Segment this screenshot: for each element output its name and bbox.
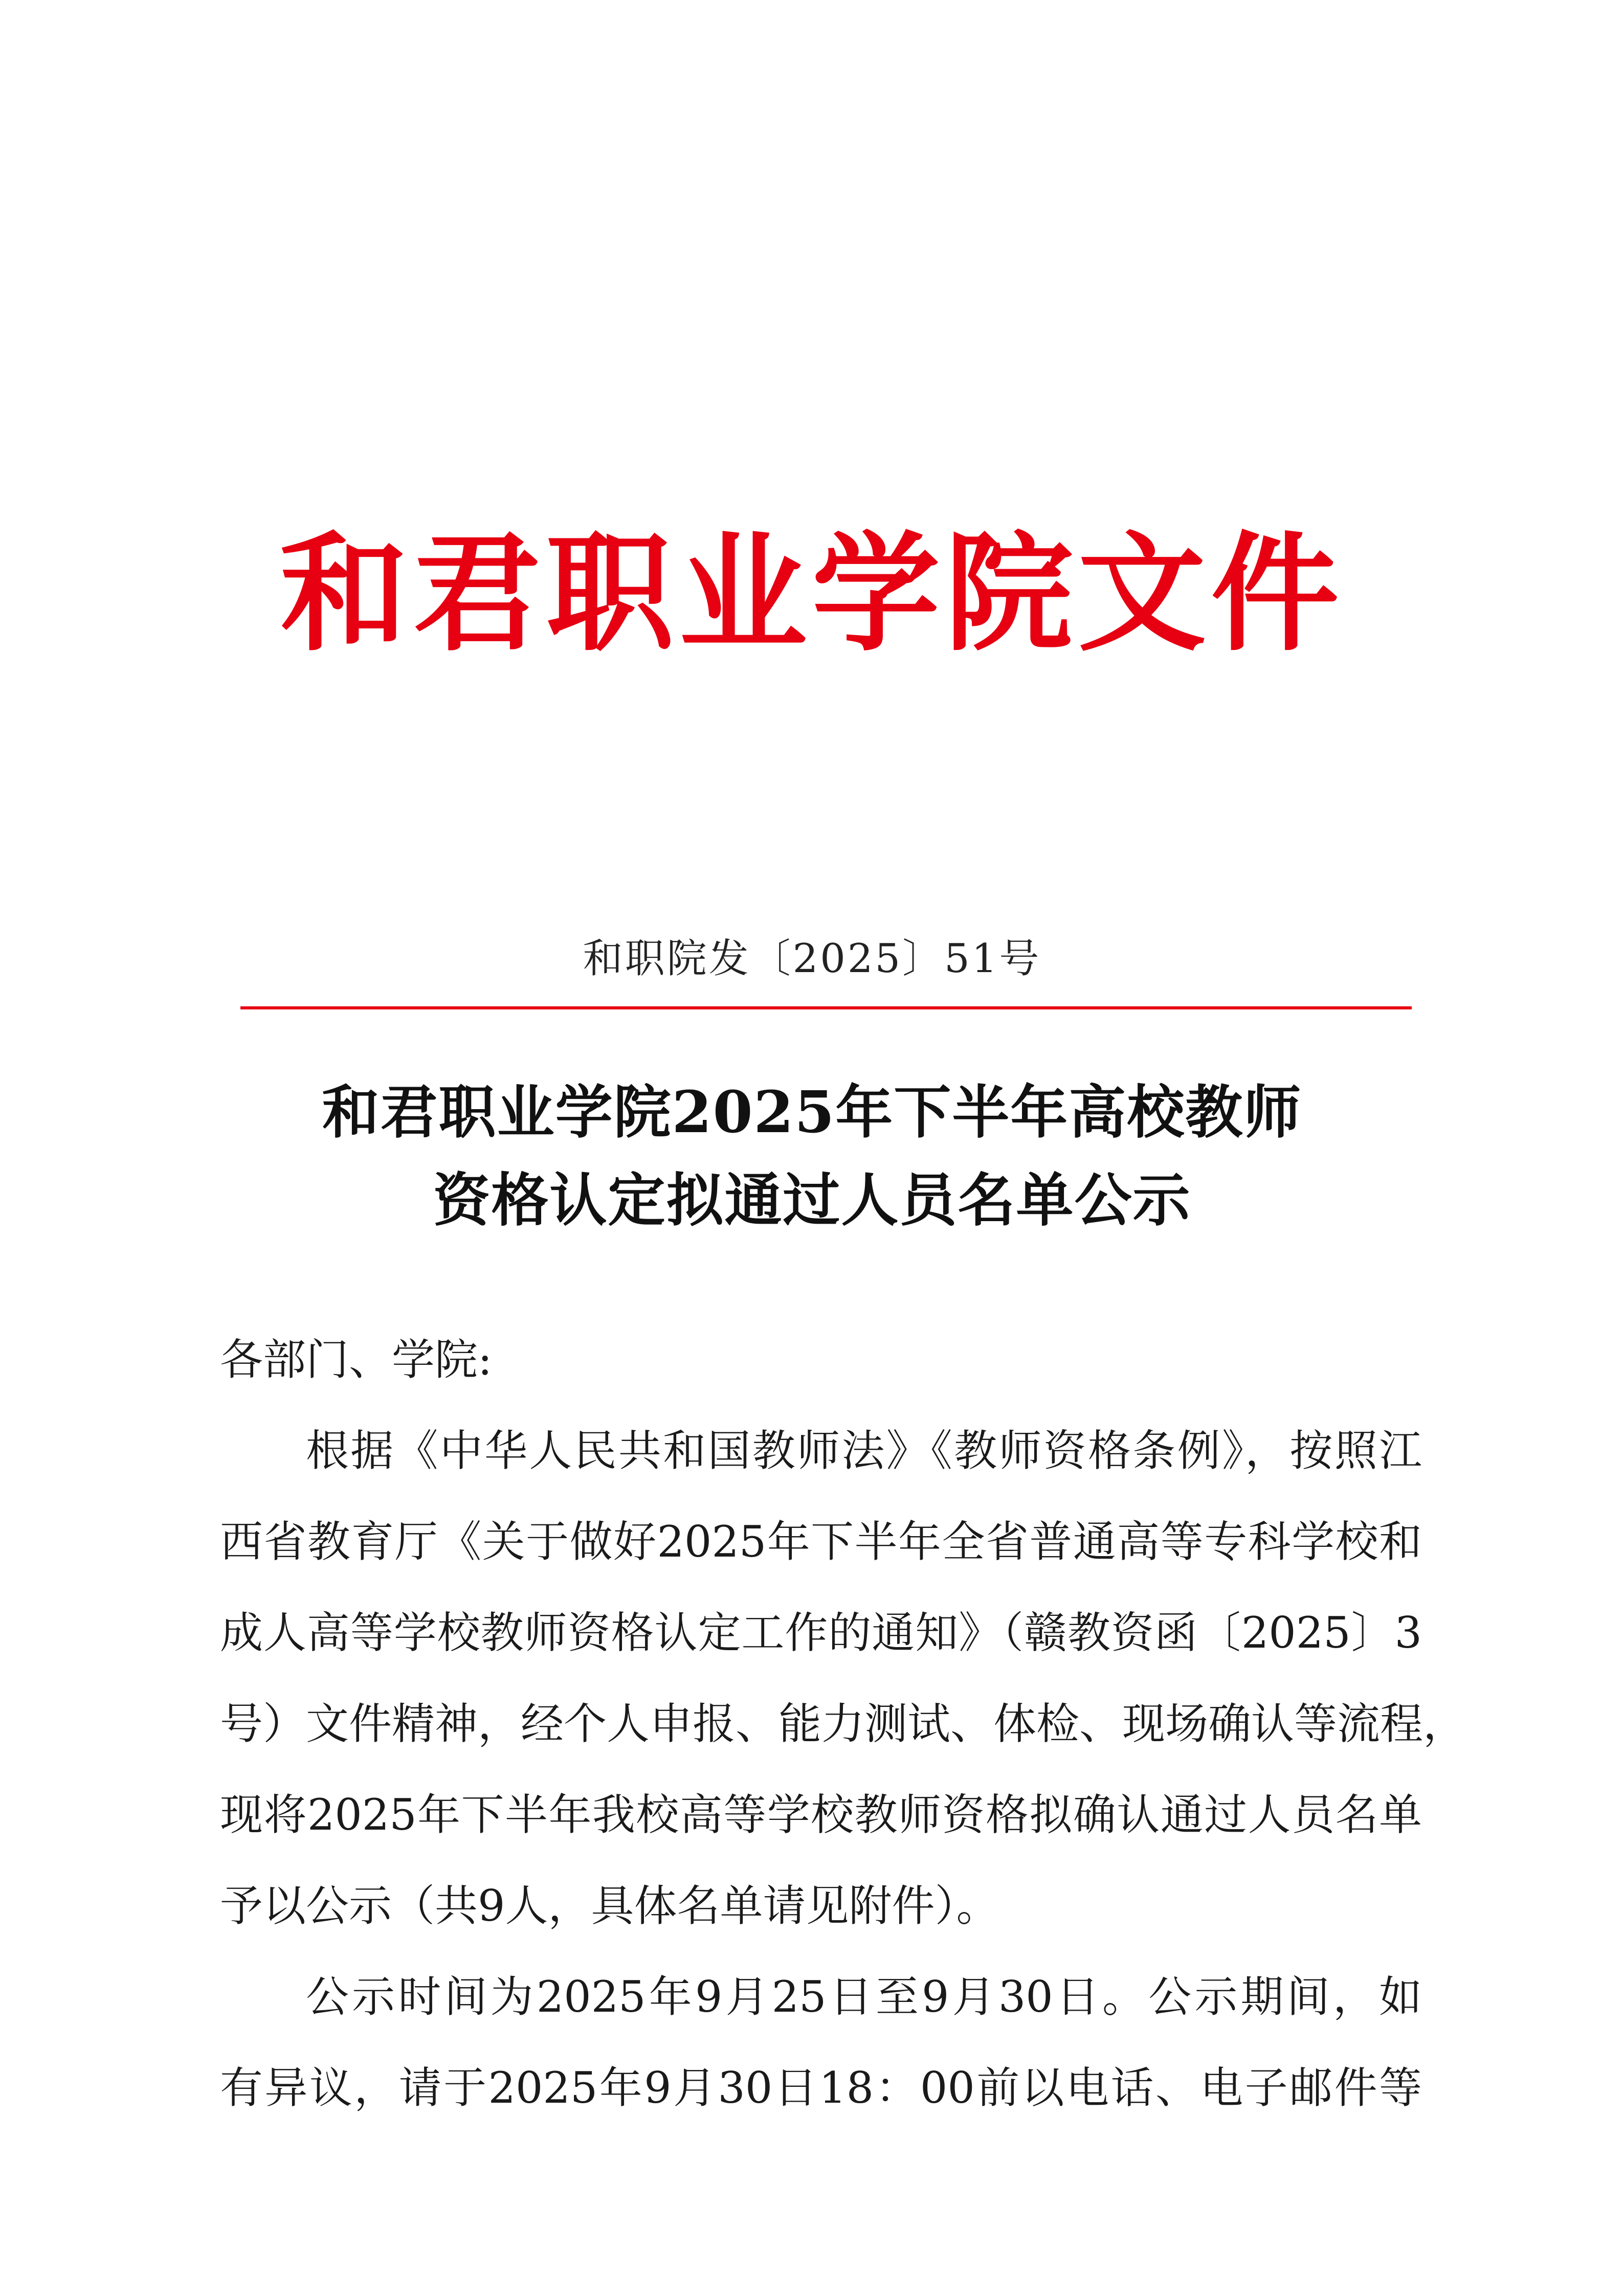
document-body: [220, 1314, 1466, 2133]
red-divider-line: [240, 1006, 1412, 1009]
document-title-line-2: 资格认定拟通过人员名单公示: [433, 1167, 1191, 1234]
red-letterhead-title: 和君职业学院文件: [280, 518, 1344, 668]
document-title: [0, 1069, 1624, 1245]
paragraph-1-line: 号）文件精神，经个人申报、能力测试、体检、现场确认等流程，: [220, 1699, 1466, 1749]
paragraph-1-line: 成人高等学校教师资格认定工作的通知》（赣教资函〔2025〕3: [220, 1608, 1422, 1658]
document-number: 和职院发〔2025〕51号: [583, 936, 1041, 982]
salutation: 各部门、学院:: [220, 1335, 493, 1385]
paragraph-2-line: 公示时间为2025年9月25日至9月30日。公示期间，如: [306, 1972, 1422, 2022]
paragraph-1-line: 现将2025年下半年我校高等学校教师资格拟确认通过人员名单: [220, 1790, 1422, 1840]
paragraph-1-line: 根据《中华人民共和国教师法》《教师资格条例》，按照江: [306, 1426, 1422, 1476]
document-title-line-1: 和君职业学院2025年下半年高校教师: [322, 1079, 1302, 1146]
paragraph-2-line: 有异议，请于2025年9月30日18：00前以电话、电子邮件等: [220, 2063, 1422, 2113]
paragraph-1-line: 予以公示（共9人，具体名单请见附件）。: [220, 1881, 999, 1931]
paragraph-1-line: 西省教育厅《关于做好2025年下半年全省普通高等专科学校和: [220, 1517, 1422, 1567]
